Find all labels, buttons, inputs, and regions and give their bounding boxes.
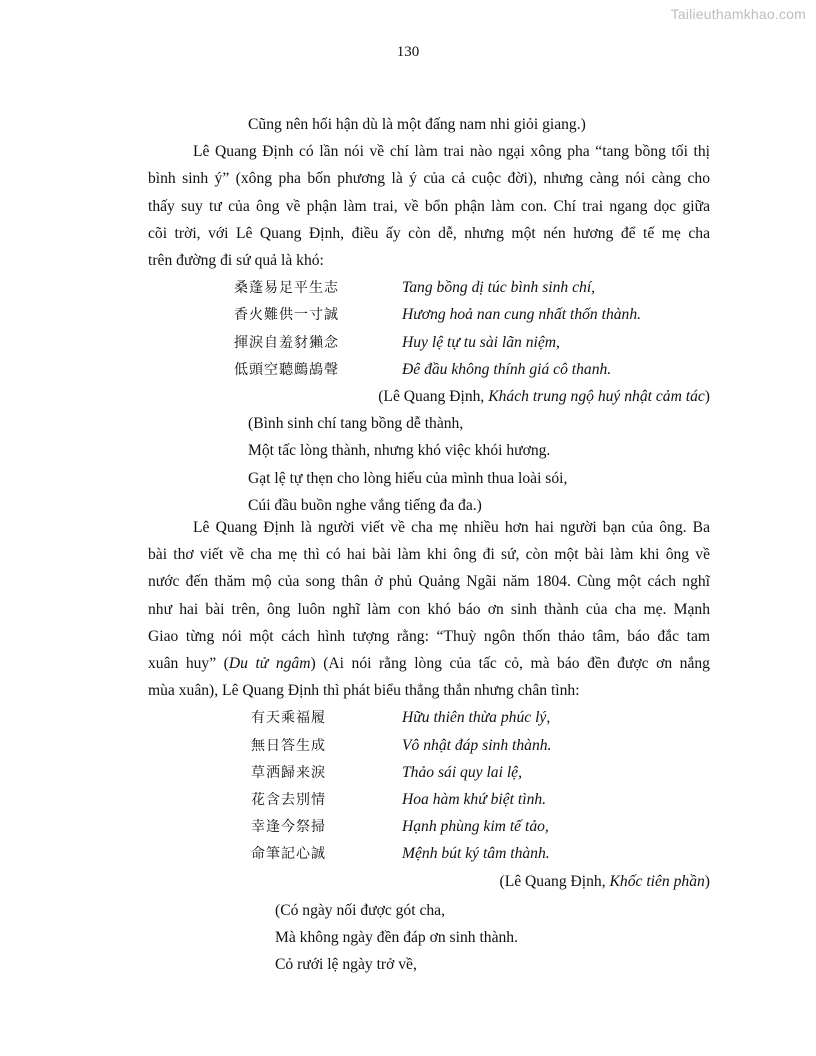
- line-6-pre: xuân huy” (: [148, 655, 229, 673]
- poem-2-translation: [148, 897, 710, 979]
- previous-poem-closing-line: Cũng nên hối hận dù là một đấng nam nhi giỏi giang.): [248, 116, 586, 133]
- han-text: 花含去別情: [251, 791, 326, 808]
- paragraph-2-line-1: Lê Quang Định là người viết về cha mẹ nhiều hơn hai người bạn của ông. Ba: [193, 519, 710, 536]
- poem-1-line: [148, 274, 710, 301]
- paragraph-2-line-5: Giao từng nói một cách hình tượng rằng: “Thuỳ ngôn thốn thảo tâm, báo đắc tam: [148, 627, 710, 645]
- paragraph-1-line-2: bình sinh ý” (xông pha bốn phương là ý của cả cuộc đời), nhưng càng nói càng cho: [148, 170, 710, 188]
- transliteration-text: Vô nhật đáp sinh thành.: [402, 736, 552, 754]
- poem-2: [148, 704, 710, 867]
- line-6-post: ) (Ai nói rằng lòng của tấc cỏ, mà báo đền được ơn nắng: [310, 655, 710, 673]
- han-text: 無日答生成: [251, 737, 326, 754]
- citation-close: ): [704, 387, 710, 405]
- paragraph-1-line-4: cõi trời, với Lê Quang Định, điều ấy còn dễ, nhưng một nén hương để tế mẹ cha: [148, 224, 710, 242]
- paragraph-2-line-7: mùa xuân), Lê Quang Định thì phát biểu thẳng thắn nhưng chân tình:: [148, 682, 580, 700]
- han-text: 桑蓬易足平生志: [234, 280, 339, 297]
- translation-line: Một tấc lòng thành, nhưng khó việc khói hương.: [248, 442, 551, 460]
- transliteration-text: Mệnh bút ký tâm thành.: [402, 845, 550, 863]
- poem-title-du-tu-ngam: Du tử ngâm: [228, 655, 311, 673]
- poem-2-line: [148, 840, 710, 867]
- poem-1: [148, 274, 710, 383]
- poem-1-line: [148, 301, 710, 328]
- poem-2-line: [148, 704, 710, 731]
- transliteration-text: Đê đầu không thính giá cô thanh.: [402, 360, 612, 378]
- paragraph-1-line-1: Lê Quang Định có lần nói về chí làm trai nào ngại xông pha “tang bồng tối thị: [193, 143, 710, 161]
- poem-1-line: [148, 329, 710, 356]
- poem-2-line: [148, 786, 710, 813]
- section-block-2: [148, 514, 710, 978]
- han-text: 有天乘福履: [251, 710, 326, 727]
- poem-1-line: [148, 356, 710, 383]
- translation-line: Mà không ngày đền đáp ơn sinh thành.: [275, 928, 518, 946]
- paragraph-2-line-3: nước đến thăm mộ của song thân ở phủ Quảng Ngãi năm 1804. Cùng một cách nghĩ: [148, 573, 710, 591]
- han-text: 草洒歸来淚: [251, 764, 326, 781]
- poem-2-line: [148, 759, 710, 786]
- translation-line: Gạt lệ tự thẹn cho lòng hiếu của mình thua loài sói,: [248, 469, 568, 487]
- translation-line: Cúi đầu buồn nghe vắng tiếng đa đa.): [248, 496, 482, 514]
- transliteration-text: Hoa hàm khứ biệt tình.: [402, 790, 547, 808]
- paragraph-2-line-4: như hai bài trên, ông luôn nghĩ làm con khó báo ơn sinh thành của cha mẹ. Mạnh: [148, 600, 710, 618]
- paragraph-1-line-3: thấy suy tư của ông về phận làm trai, về bổn phận làm con. Chí trai ngang dọc giữa: [148, 197, 710, 215]
- transliteration-text: Hạnh phùng kim tế tảo,: [402, 818, 549, 836]
- paragraph-2-line-6: [148, 650, 710, 677]
- han-text: 低頭空聽鷓鴣聲: [234, 361, 339, 378]
- citation-author: (Lê Quang Định,: [499, 872, 610, 890]
- poem-2-line: [148, 732, 710, 759]
- citation-close: ): [704, 872, 710, 890]
- transliteration-text: Thảo sái quy lai lệ,: [402, 763, 522, 781]
- transliteration-text: Hữu thiên thừa phúc lý,: [402, 709, 551, 727]
- section-block-1: [148, 111, 710, 519]
- poem-1-citation: [148, 383, 710, 410]
- paragraph-1-line-5: trên đường đi sứ quả là khó:: [148, 252, 324, 270]
- page-number: 130: [396, 44, 420, 60]
- transliteration-text: Tang bồng dị túc bình sinh chí,: [402, 279, 596, 297]
- translation-line: Cỏ rưới lệ ngày trở về,: [275, 956, 417, 974]
- citation-title: Khốc tiên phần: [609, 872, 705, 890]
- poem-1-translation: [148, 410, 710, 519]
- watermark-text: Tailieuthamkhao.com: [670, 6, 806, 22]
- transliteration-text: Huy lệ tự tu sài lãn niệm,: [402, 333, 560, 351]
- translation-line: (Có ngày nối được gót cha,: [275, 901, 446, 919]
- transliteration-text: Hương hoả nan cung nhất thốn thành.: [402, 306, 642, 324]
- poem-2-citation: [148, 868, 710, 895]
- han-text: 揮淚自羞豺獺念: [234, 334, 339, 351]
- citation-author: (Lê Quang Định,: [378, 387, 489, 405]
- han-text: 香火難供一寸誠: [234, 307, 339, 324]
- citation-title: Khách trung ngộ huý nhật cảm tác: [488, 387, 705, 405]
- paragraph-2-line-2: bài thơ viết về cha mẹ thì có hai bài làm khi ông đi sứ, còn một bài làm khi ông về: [148, 546, 710, 564]
- translation-line: (Bình sinh chí tang bồng dễ thành,: [248, 415, 464, 433]
- poem-2-line: [148, 813, 710, 840]
- han-text: 命筆記心誠: [251, 846, 326, 863]
- han-text: 幸逢今祭掃: [251, 819, 326, 836]
